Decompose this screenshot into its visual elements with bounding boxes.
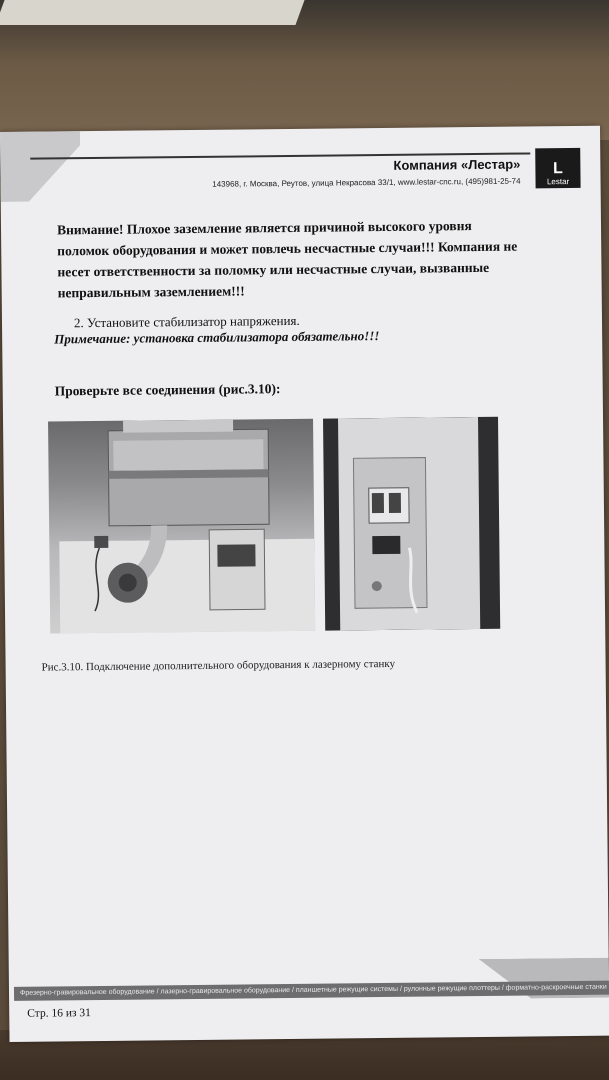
page-number: Стр. 16 из 31 bbox=[27, 1007, 91, 1020]
stabilizer-note: Примечание: установка стабилизатора обязательно!!! bbox=[54, 328, 380, 347]
lestar-logo bbox=[535, 148, 580, 188]
equipment-photo bbox=[48, 419, 315, 634]
paper-under bbox=[0, 0, 305, 25]
electrical-panel-drawing bbox=[323, 417, 500, 631]
step-install-stabilizer: 2. Установите стабилизатор напряжения. bbox=[73, 312, 300, 331]
company-address: 143968, г. Москва, Реутов, улица Некрасова 33/1, www.lestar-cnc.ru, (495)981-25-74 bbox=[212, 176, 521, 189]
figure-caption: Рис.3.10. Подключение дополнительного оборудования к лазерному станку bbox=[41, 657, 396, 674]
logo-mark: L bbox=[552, 160, 563, 178]
footer-bar: Фрезерно-гравировальное оборудование / лазерно-гравировальное оборудование / планшетные режущие системы / рулонные режущие плоттеры / форматно-раскроечные станки bbox=[14, 981, 609, 1001]
header-decoration bbox=[0, 131, 81, 202]
warning-line: поломок оборудования и может повлечь несчастные случаи!!! Компания не bbox=[57, 238, 518, 259]
logo-text: Lestar bbox=[546, 177, 570, 187]
check-connections-heading: Проверьте все соединения (рис.3.10): bbox=[54, 381, 281, 399]
warning-line: несет ответственности за поломку или несчастные случаи, вызванные bbox=[57, 259, 490, 280]
document-page bbox=[0, 126, 609, 1042]
company-name: Компания «Лестар» bbox=[393, 156, 521, 173]
warning-line: Внимание! Плохое заземление является причиной высокого уровня bbox=[56, 218, 472, 238]
grounding-warning bbox=[57, 214, 528, 303]
equipment-photo-drawing bbox=[48, 419, 315, 634]
warning-line: неправильным заземлением!!! bbox=[57, 283, 245, 301]
electrical-panel-photo bbox=[323, 417, 500, 631]
